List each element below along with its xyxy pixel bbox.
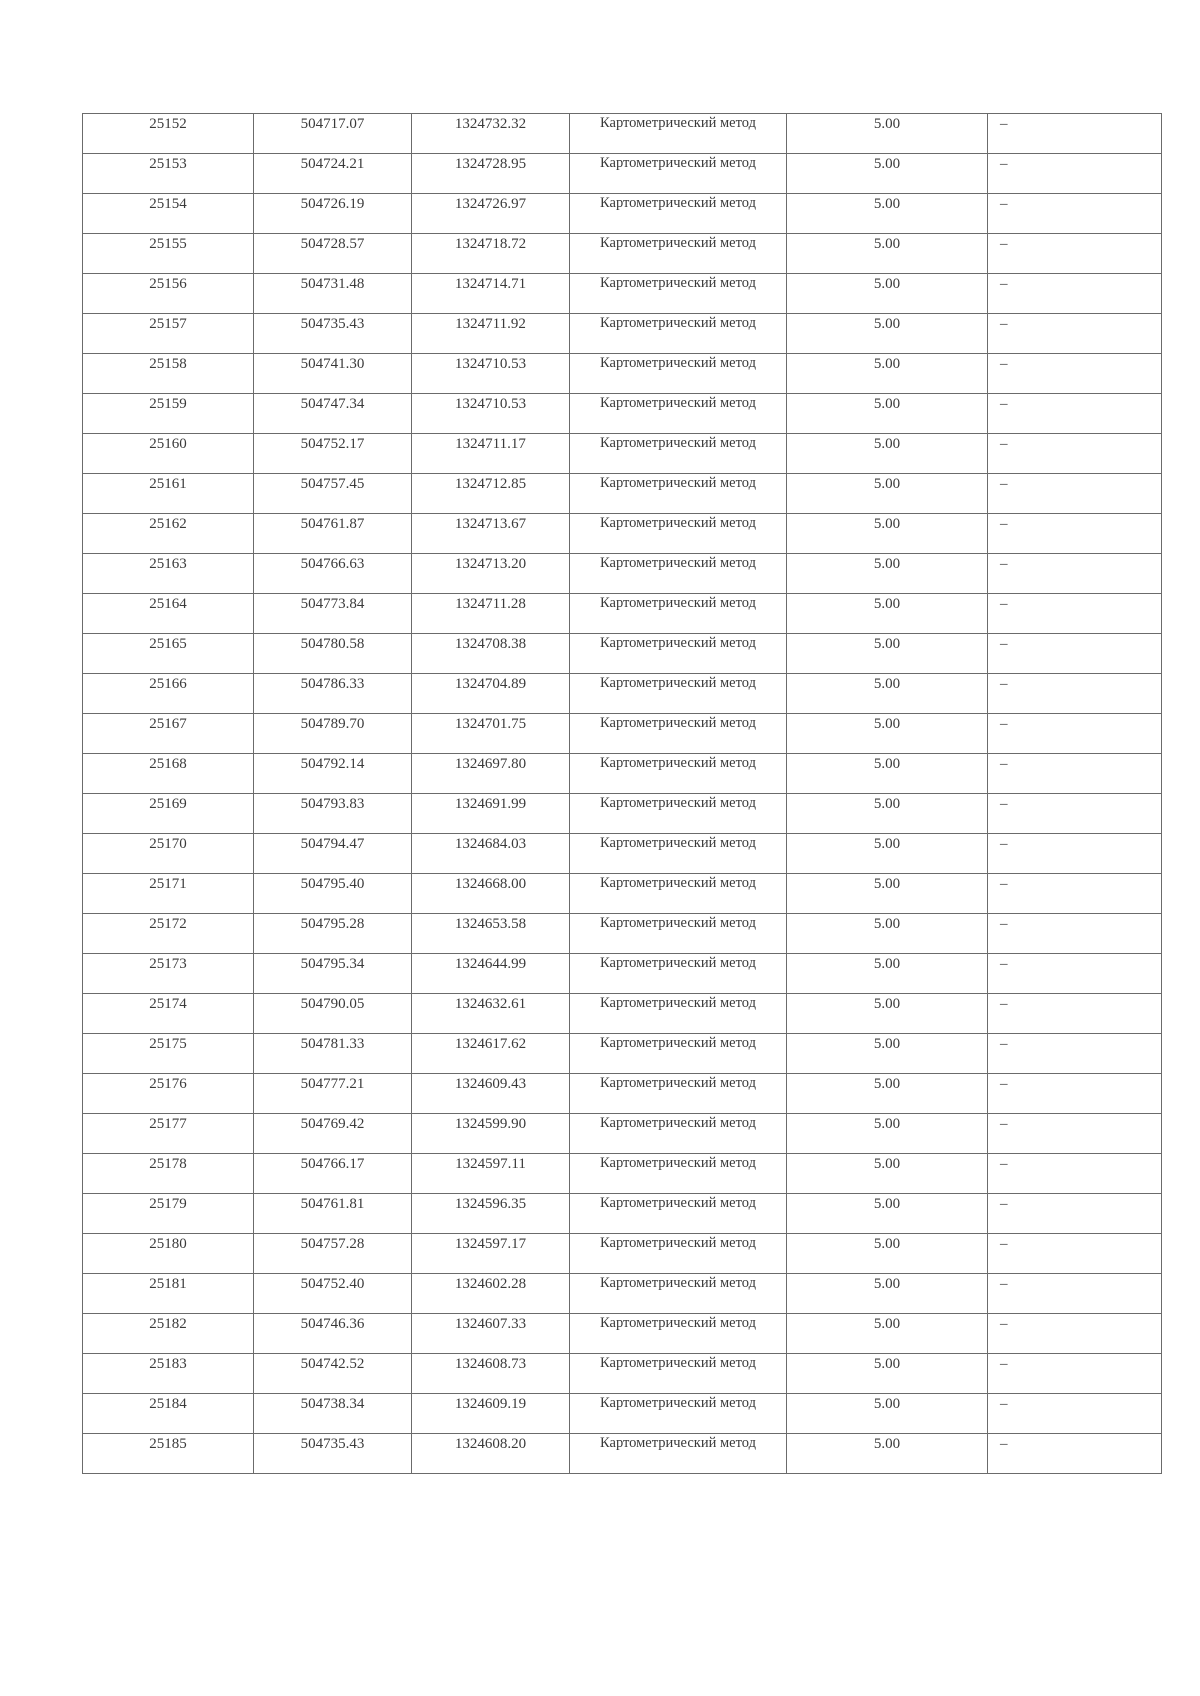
y-coordinate-cell: 1324713.67 xyxy=(412,514,570,554)
note-cell: – xyxy=(988,154,1162,194)
point-number-cell: 25165 xyxy=(83,634,254,674)
note-cell: – xyxy=(988,1074,1162,1114)
y-coordinate-cell: 1324602.28 xyxy=(412,1274,570,1314)
note-cell: – xyxy=(988,194,1162,234)
note-cell: – xyxy=(988,354,1162,394)
x-coordinate-cell: 504761.81 xyxy=(254,1194,412,1234)
accuracy-cell: 5.00 xyxy=(787,1154,988,1194)
table-row xyxy=(83,474,1162,514)
note-cell: – xyxy=(988,1314,1162,1354)
point-number-cell: 25183 xyxy=(83,1354,254,1394)
accuracy-cell: 5.00 xyxy=(787,354,988,394)
table-row xyxy=(83,434,1162,474)
method-cell: Картометрический метод xyxy=(570,194,787,234)
note-cell: – xyxy=(988,274,1162,314)
point-number-cell: 25185 xyxy=(83,1434,254,1474)
table-row xyxy=(83,274,1162,314)
accuracy-cell: 5.00 xyxy=(787,114,988,154)
method-cell: Картометрический метод xyxy=(570,154,787,194)
point-number-cell: 25176 xyxy=(83,1074,254,1114)
method-cell: Картометрический метод xyxy=(570,314,787,354)
table-row xyxy=(83,1034,1162,1074)
point-number-cell: 25168 xyxy=(83,754,254,794)
y-coordinate-cell: 1324701.75 xyxy=(412,714,570,754)
y-coordinate-cell: 1324711.28 xyxy=(412,594,570,634)
x-coordinate-cell: 504742.52 xyxy=(254,1354,412,1394)
point-number-cell: 25181 xyxy=(83,1274,254,1314)
table-row xyxy=(83,874,1162,914)
method-cell: Картометрический метод xyxy=(570,1274,787,1314)
point-number-cell: 25184 xyxy=(83,1394,254,1434)
table-row xyxy=(83,754,1162,794)
y-coordinate-cell: 1324714.71 xyxy=(412,274,570,314)
note-cell: – xyxy=(988,954,1162,994)
note-cell: – xyxy=(988,1034,1162,1074)
y-coordinate-cell: 1324728.95 xyxy=(412,154,570,194)
note-cell: – xyxy=(988,434,1162,474)
accuracy-cell: 5.00 xyxy=(787,394,988,434)
method-cell: Картометрический метод xyxy=(570,914,787,954)
x-coordinate-cell: 504735.43 xyxy=(254,314,412,354)
x-coordinate-cell: 504795.28 xyxy=(254,914,412,954)
note-cell: – xyxy=(988,1434,1162,1474)
point-number-cell: 25180 xyxy=(83,1234,254,1274)
point-number-cell: 25162 xyxy=(83,514,254,554)
y-coordinate-cell: 1324597.11 xyxy=(412,1154,570,1194)
point-number-cell: 25160 xyxy=(83,434,254,474)
method-cell: Картометрический метод xyxy=(570,754,787,794)
method-cell: Картометрический метод xyxy=(570,1234,787,1274)
y-coordinate-cell: 1324708.38 xyxy=(412,634,570,674)
table-row xyxy=(83,314,1162,354)
note-cell: – xyxy=(988,1394,1162,1434)
table-row xyxy=(83,1074,1162,1114)
note-cell: – xyxy=(988,114,1162,154)
table-row xyxy=(83,674,1162,714)
accuracy-cell: 5.00 xyxy=(787,1234,988,1274)
method-cell: Картометрический метод xyxy=(570,1114,787,1154)
accuracy-cell: 5.00 xyxy=(787,514,988,554)
note-cell: – xyxy=(988,1274,1162,1314)
y-coordinate-cell: 1324607.33 xyxy=(412,1314,570,1354)
method-cell: Картометрический метод xyxy=(570,834,787,874)
method-cell: Картометрический метод xyxy=(570,874,787,914)
accuracy-cell: 5.00 xyxy=(787,434,988,474)
note-cell: – xyxy=(988,394,1162,434)
table-row xyxy=(83,554,1162,594)
x-coordinate-cell: 504728.57 xyxy=(254,234,412,274)
note-cell: – xyxy=(988,1354,1162,1394)
x-coordinate-cell: 504781.33 xyxy=(254,1034,412,1074)
accuracy-cell: 5.00 xyxy=(787,474,988,514)
x-coordinate-cell: 504761.87 xyxy=(254,514,412,554)
method-cell: Картометрический метод xyxy=(570,1194,787,1234)
method-cell: Картометрический метод xyxy=(570,1434,787,1474)
point-number-cell: 25154 xyxy=(83,194,254,234)
accuracy-cell: 5.00 xyxy=(787,914,988,954)
point-number-cell: 25182 xyxy=(83,1314,254,1354)
table-row xyxy=(83,194,1162,234)
y-coordinate-cell: 1324609.19 xyxy=(412,1394,570,1434)
note-cell: – xyxy=(988,1114,1162,1154)
note-cell: – xyxy=(988,874,1162,914)
accuracy-cell: 5.00 xyxy=(787,554,988,594)
method-cell: Картометрический метод xyxy=(570,954,787,994)
method-cell: Картометрический метод xyxy=(570,1354,787,1394)
x-coordinate-cell: 504792.14 xyxy=(254,754,412,794)
point-number-cell: 25156 xyxy=(83,274,254,314)
note-cell: – xyxy=(988,994,1162,1034)
x-coordinate-cell: 504793.83 xyxy=(254,794,412,834)
y-coordinate-cell: 1324599.90 xyxy=(412,1114,570,1154)
method-cell: Картометрический метод xyxy=(570,994,787,1034)
y-coordinate-cell: 1324704.89 xyxy=(412,674,570,714)
note-cell: – xyxy=(988,234,1162,274)
x-coordinate-cell: 504747.34 xyxy=(254,394,412,434)
accuracy-cell: 5.00 xyxy=(787,594,988,634)
table-row xyxy=(83,1394,1162,1434)
table-row xyxy=(83,1434,1162,1474)
x-coordinate-cell: 504752.40 xyxy=(254,1274,412,1314)
table-row xyxy=(83,234,1162,274)
note-cell: – xyxy=(988,554,1162,594)
accuracy-cell: 5.00 xyxy=(787,314,988,354)
point-number-cell: 25152 xyxy=(83,114,254,154)
table-row xyxy=(83,914,1162,954)
y-coordinate-cell: 1324713.20 xyxy=(412,554,570,594)
accuracy-cell: 5.00 xyxy=(787,154,988,194)
x-coordinate-cell: 504773.84 xyxy=(254,594,412,634)
point-number-cell: 25153 xyxy=(83,154,254,194)
x-coordinate-cell: 504741.30 xyxy=(254,354,412,394)
note-cell: – xyxy=(988,1154,1162,1194)
table-row xyxy=(83,954,1162,994)
accuracy-cell: 5.00 xyxy=(787,674,988,714)
y-coordinate-cell: 1324596.35 xyxy=(412,1194,570,1234)
point-number-cell: 25175 xyxy=(83,1034,254,1074)
y-coordinate-cell: 1324712.85 xyxy=(412,474,570,514)
point-number-cell: 25155 xyxy=(83,234,254,274)
point-number-cell: 25179 xyxy=(83,1194,254,1234)
table-row xyxy=(83,594,1162,634)
y-coordinate-cell: 1324617.62 xyxy=(412,1034,570,1074)
accuracy-cell: 5.00 xyxy=(787,794,988,834)
accuracy-cell: 5.00 xyxy=(787,1434,988,1474)
table-row xyxy=(83,394,1162,434)
y-coordinate-cell: 1324668.00 xyxy=(412,874,570,914)
point-number-cell: 25174 xyxy=(83,994,254,1034)
point-number-cell: 25161 xyxy=(83,474,254,514)
point-number-cell: 25178 xyxy=(83,1154,254,1194)
y-coordinate-cell: 1324697.80 xyxy=(412,754,570,794)
y-coordinate-cell: 1324732.32 xyxy=(412,114,570,154)
x-coordinate-cell: 504757.45 xyxy=(254,474,412,514)
note-cell: – xyxy=(988,834,1162,874)
method-cell: Картометрический метод xyxy=(570,1034,787,1074)
point-number-cell: 25166 xyxy=(83,674,254,714)
method-cell: Картометрический метод xyxy=(570,1314,787,1354)
x-coordinate-cell: 504777.21 xyxy=(254,1074,412,1114)
point-number-cell: 25171 xyxy=(83,874,254,914)
y-coordinate-cell: 1324684.03 xyxy=(412,834,570,874)
method-cell: Картометрический метод xyxy=(570,394,787,434)
point-number-cell: 25163 xyxy=(83,554,254,594)
method-cell: Картометрический метод xyxy=(570,354,787,394)
note-cell: – xyxy=(988,714,1162,754)
y-coordinate-cell: 1324608.20 xyxy=(412,1434,570,1474)
x-coordinate-cell: 504795.34 xyxy=(254,954,412,994)
y-coordinate-cell: 1324711.92 xyxy=(412,314,570,354)
x-coordinate-cell: 504726.19 xyxy=(254,194,412,234)
method-cell: Картометрический метод xyxy=(570,114,787,154)
accuracy-cell: 5.00 xyxy=(787,194,988,234)
y-coordinate-cell: 1324718.72 xyxy=(412,234,570,274)
x-coordinate-cell: 504731.48 xyxy=(254,274,412,314)
accuracy-cell: 5.00 xyxy=(787,274,988,314)
note-cell: – xyxy=(988,1234,1162,1274)
accuracy-cell: 5.00 xyxy=(787,1274,988,1314)
accuracy-cell: 5.00 xyxy=(787,1354,988,1394)
note-cell: – xyxy=(988,594,1162,634)
x-coordinate-cell: 504790.05 xyxy=(254,994,412,1034)
table-row xyxy=(83,1194,1162,1234)
method-cell: Картометрический метод xyxy=(570,514,787,554)
x-coordinate-cell: 504717.07 xyxy=(254,114,412,154)
table-row xyxy=(83,1114,1162,1154)
note-cell: – xyxy=(988,314,1162,354)
y-coordinate-cell: 1324711.17 xyxy=(412,434,570,474)
table-row xyxy=(83,1234,1162,1274)
table-row xyxy=(83,354,1162,394)
method-cell: Картометрический метод xyxy=(570,594,787,634)
note-cell: – xyxy=(988,514,1162,554)
note-cell: – xyxy=(988,474,1162,514)
point-number-cell: 25164 xyxy=(83,594,254,634)
y-coordinate-cell: 1324726.97 xyxy=(412,194,570,234)
accuracy-cell: 5.00 xyxy=(787,754,988,794)
method-cell: Картометрический метод xyxy=(570,1074,787,1114)
coordinates-table xyxy=(82,113,1162,1474)
table-row xyxy=(83,834,1162,874)
x-coordinate-cell: 504794.47 xyxy=(254,834,412,874)
accuracy-cell: 5.00 xyxy=(787,954,988,994)
coordinates-table-body xyxy=(83,114,1162,1474)
y-coordinate-cell: 1324597.17 xyxy=(412,1234,570,1274)
accuracy-cell: 5.00 xyxy=(787,234,988,274)
note-cell: – xyxy=(988,794,1162,834)
method-cell: Картометрический метод xyxy=(570,1154,787,1194)
x-coordinate-cell: 504789.70 xyxy=(254,714,412,754)
point-number-cell: 25167 xyxy=(83,714,254,754)
point-number-cell: 25172 xyxy=(83,914,254,954)
x-coordinate-cell: 504786.33 xyxy=(254,674,412,714)
x-coordinate-cell: 504766.17 xyxy=(254,1154,412,1194)
point-number-cell: 25170 xyxy=(83,834,254,874)
x-coordinate-cell: 504746.36 xyxy=(254,1314,412,1354)
method-cell: Картометрический метод xyxy=(570,794,787,834)
method-cell: Картометрический метод xyxy=(570,274,787,314)
accuracy-cell: 5.00 xyxy=(787,1194,988,1234)
x-coordinate-cell: 504735.43 xyxy=(254,1434,412,1474)
table-row xyxy=(83,794,1162,834)
note-cell: – xyxy=(988,634,1162,674)
point-number-cell: 25173 xyxy=(83,954,254,994)
y-coordinate-cell: 1324691.99 xyxy=(412,794,570,834)
accuracy-cell: 5.00 xyxy=(787,714,988,754)
table-row xyxy=(83,634,1162,674)
method-cell: Картометрический метод xyxy=(570,434,787,474)
accuracy-cell: 5.00 xyxy=(787,994,988,1034)
accuracy-cell: 5.00 xyxy=(787,1034,988,1074)
accuracy-cell: 5.00 xyxy=(787,834,988,874)
method-cell: Картометрический метод xyxy=(570,554,787,594)
x-coordinate-cell: 504724.21 xyxy=(254,154,412,194)
x-coordinate-cell: 504766.63 xyxy=(254,554,412,594)
x-coordinate-cell: 504738.34 xyxy=(254,1394,412,1434)
note-cell: – xyxy=(988,754,1162,794)
y-coordinate-cell: 1324653.58 xyxy=(412,914,570,954)
y-coordinate-cell: 1324710.53 xyxy=(412,394,570,434)
y-coordinate-cell: 1324632.61 xyxy=(412,994,570,1034)
y-coordinate-cell: 1324608.73 xyxy=(412,1354,570,1394)
method-cell: Картометрический метод xyxy=(570,1394,787,1434)
point-number-cell: 25169 xyxy=(83,794,254,834)
accuracy-cell: 5.00 xyxy=(787,1314,988,1354)
table-row xyxy=(83,1354,1162,1394)
table-row xyxy=(83,114,1162,154)
table-row xyxy=(83,1154,1162,1194)
point-number-cell: 25159 xyxy=(83,394,254,434)
point-number-cell: 25158 xyxy=(83,354,254,394)
accuracy-cell: 5.00 xyxy=(787,1114,988,1154)
accuracy-cell: 5.00 xyxy=(787,634,988,674)
note-cell: – xyxy=(988,674,1162,714)
method-cell: Картометрический метод xyxy=(570,634,787,674)
accuracy-cell: 5.00 xyxy=(787,1074,988,1114)
x-coordinate-cell: 504769.42 xyxy=(254,1114,412,1154)
point-number-cell: 25157 xyxy=(83,314,254,354)
x-coordinate-cell: 504795.40 xyxy=(254,874,412,914)
y-coordinate-cell: 1324710.53 xyxy=(412,354,570,394)
x-coordinate-cell: 504780.58 xyxy=(254,634,412,674)
table-row xyxy=(83,714,1162,754)
point-number-cell: 25177 xyxy=(83,1114,254,1154)
table-row xyxy=(83,1314,1162,1354)
accuracy-cell: 5.00 xyxy=(787,1394,988,1434)
table-row xyxy=(83,514,1162,554)
x-coordinate-cell: 504757.28 xyxy=(254,1234,412,1274)
table-row xyxy=(83,1274,1162,1314)
table-row xyxy=(83,994,1162,1034)
table-row xyxy=(83,154,1162,194)
method-cell: Картометрический метод xyxy=(570,714,787,754)
method-cell: Картометрический метод xyxy=(570,674,787,714)
note-cell: – xyxy=(988,1194,1162,1234)
method-cell: Картометрический метод xyxy=(570,234,787,274)
y-coordinate-cell: 1324644.99 xyxy=(412,954,570,994)
accuracy-cell: 5.00 xyxy=(787,874,988,914)
y-coordinate-cell: 1324609.43 xyxy=(412,1074,570,1114)
x-coordinate-cell: 504752.17 xyxy=(254,434,412,474)
method-cell: Картометрический метод xyxy=(570,474,787,514)
note-cell: – xyxy=(988,914,1162,954)
